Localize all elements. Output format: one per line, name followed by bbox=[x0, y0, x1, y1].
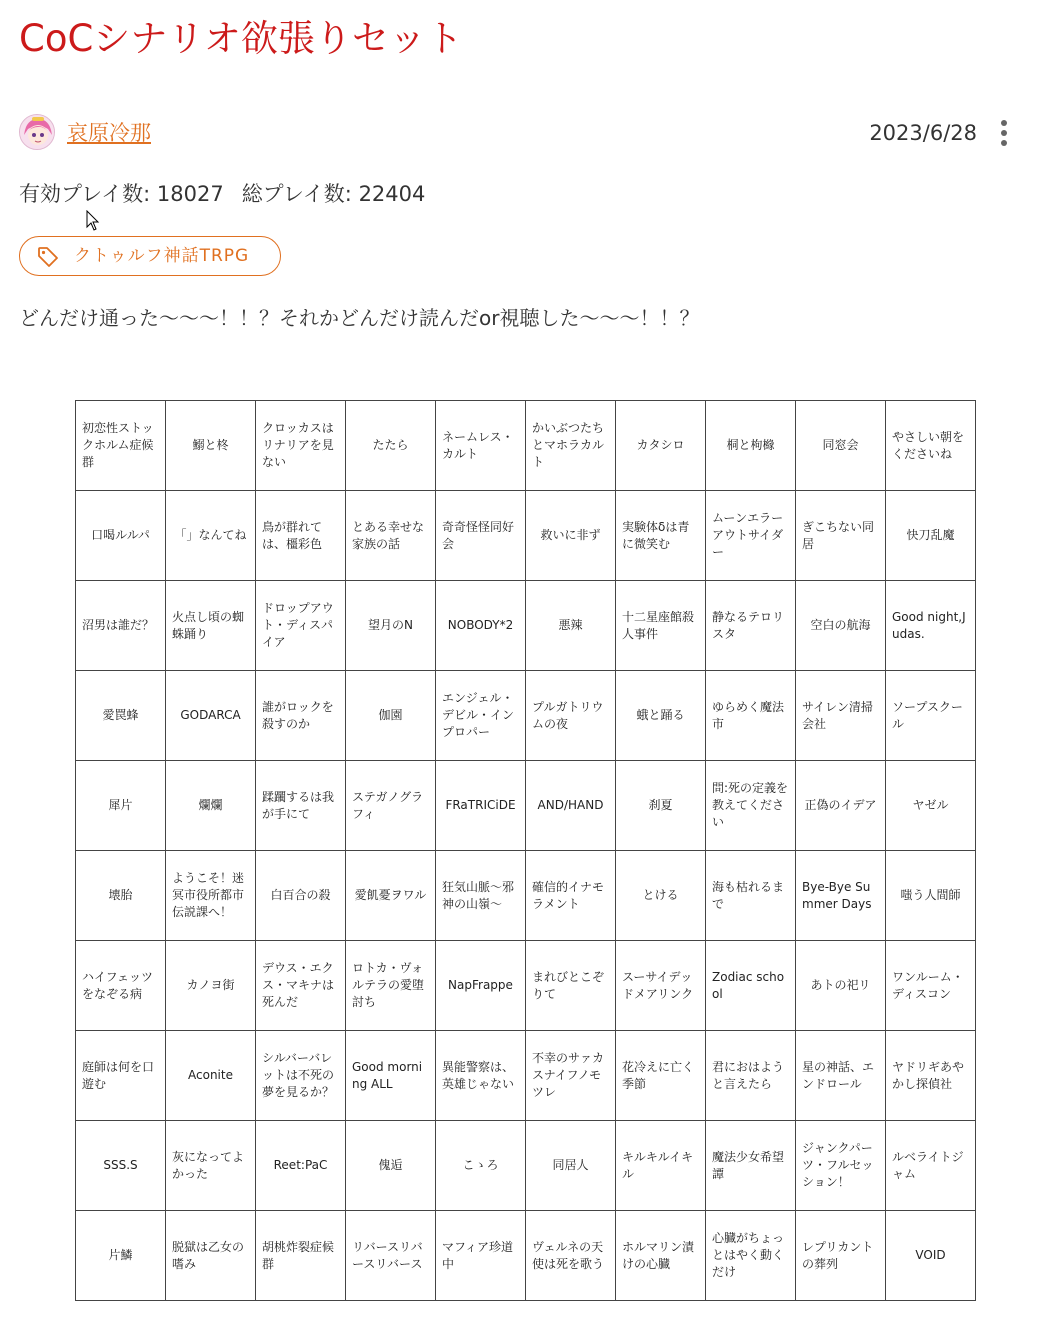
total-plays-value: 22404 bbox=[358, 182, 426, 206]
bingo-cell: シルバーバレットは不死の夢を見るか？ bbox=[256, 1031, 346, 1121]
bingo-cell: 伽園 bbox=[346, 671, 436, 761]
bingo-cell: ムーンエラーアウトサイダー bbox=[706, 491, 796, 581]
tag-icon bbox=[37, 246, 59, 268]
bingo-cell: サイレン清掃会社 bbox=[796, 671, 886, 761]
bingo-cell: 蛾と踊る bbox=[616, 671, 706, 761]
bingo-cell: リバースリバースリバース bbox=[346, 1211, 436, 1301]
bingo-cell: ロトカ・ヴォルテラの愛堕討ち bbox=[346, 941, 436, 1031]
bingo-cell: 火点し頃の蜘蛛踊り bbox=[166, 581, 256, 671]
bingo-cell: 「」なんてね bbox=[166, 491, 256, 581]
bingo-cell: NapFrappe bbox=[436, 941, 526, 1031]
bingo-cell: 愛罠蜂 bbox=[76, 671, 166, 761]
bingo-cell: レプリカントの葬列 bbox=[796, 1211, 886, 1301]
bingo-cell: とける bbox=[616, 851, 706, 941]
bingo-cell: かいぶつたちとマホラカルト bbox=[526, 401, 616, 491]
bingo-cell: 沼男は誰だ？ bbox=[76, 581, 166, 671]
bingo-cell: 蹂躙するは我が手にて bbox=[256, 761, 346, 851]
bingo-cell: 悪辣 bbox=[526, 581, 616, 671]
bingo-cell: 鳥が群れては、橿彩色 bbox=[256, 491, 346, 581]
tag-chip[interactable] bbox=[19, 236, 281, 276]
kebab-menu-icon[interactable] bbox=[994, 118, 1014, 148]
bingo-row bbox=[76, 1031, 976, 1121]
bingo-row bbox=[76, 581, 976, 671]
bingo-cell: クロッカスはリナリアを見ない bbox=[256, 401, 346, 491]
bingo-cell: 心臓がちょっとはやく動くだけ bbox=[706, 1211, 796, 1301]
bingo-cell: 爛爛 bbox=[166, 761, 256, 851]
bingo-row bbox=[76, 671, 976, 761]
bingo-cell: 快刀乱魔 bbox=[886, 491, 976, 581]
bingo-cell: 同窓会 bbox=[796, 401, 886, 491]
bingo-cell: ぎこちない同居 bbox=[796, 491, 886, 581]
valid-plays-value: 18027 bbox=[156, 182, 224, 206]
bingo-row bbox=[76, 851, 976, 941]
bingo-cell: たたら bbox=[346, 401, 436, 491]
bingo-cell: ワンルーム・ディスコン bbox=[886, 941, 976, 1031]
bingo-cell: Zodiac school bbox=[706, 941, 796, 1031]
bingo-cell: 異能警察は、英雄じゃない bbox=[436, 1031, 526, 1121]
bingo-cell: ゆらめく魔法市 bbox=[706, 671, 796, 761]
bingo-cell: 奇奇怪怪同好会 bbox=[436, 491, 526, 581]
bingo-cell: 犀片 bbox=[76, 761, 166, 851]
author-name-link[interactable]: 哀原冷那 bbox=[67, 121, 151, 145]
article-title: CoCシナリオ欲張りセット bbox=[19, 17, 463, 60]
bingo-cell: プルガトリウムの夜 bbox=[526, 671, 616, 761]
bingo-row bbox=[76, 1121, 976, 1211]
bingo-cell: キルキルイキル bbox=[616, 1121, 706, 1211]
bingo-cell: カノヨ街 bbox=[166, 941, 256, 1031]
bingo-cell: 問:死の定義を教えてください bbox=[706, 761, 796, 851]
tag-label: クトゥルフ神話TRPG bbox=[74, 246, 250, 266]
mouse-cursor-icon bbox=[86, 210, 100, 232]
bingo-cell: マフィア珍道中 bbox=[436, 1211, 526, 1301]
bingo-cell: 胡桃炸裂症候群 bbox=[256, 1211, 346, 1301]
bingo-cell: 星の神話、エンドロール bbox=[796, 1031, 886, 1121]
bingo-cell: 海も枯れるまで bbox=[706, 851, 796, 941]
bingo-cell: 花冷えに亡く季節 bbox=[616, 1031, 706, 1121]
bingo-cell: ヴェルネの天使は死を歌う bbox=[526, 1211, 616, 1301]
bingo-cell: ホルマリン漬けの心臓 bbox=[616, 1211, 706, 1301]
bingo-cell: ヤドリギあやかし探偵社 bbox=[886, 1031, 976, 1121]
bingo-cell: 君におはようと言えたら bbox=[706, 1031, 796, 1121]
article-description: どんだけ通った〜〜〜！！？それかどんだけ読んだor視聴した〜〜〜！！？ bbox=[19, 306, 700, 330]
bingo-cell: 愛飢憂ヲワル bbox=[346, 851, 436, 941]
bingo-cell: Bye-Bye Summer Days bbox=[796, 851, 886, 941]
bingo-cell: ソープスクール bbox=[886, 671, 976, 761]
bingo-cell: AND/HAND bbox=[526, 761, 616, 851]
bingo-cell: やさしい朝をくださいね bbox=[886, 401, 976, 491]
bingo-cell: Reet:PaC bbox=[256, 1121, 346, 1211]
bingo-cell: 脱獄は乙女の嗜み bbox=[166, 1211, 256, 1301]
bingo-grid bbox=[75, 400, 976, 1301]
bingo-cell: Good night,Judas. bbox=[886, 581, 976, 671]
avatar-image bbox=[20, 115, 55, 150]
bingo-cell: ハイフェッツをなぞる病 bbox=[76, 941, 166, 1031]
bingo-cell: SSS.S bbox=[76, 1121, 166, 1211]
bingo-cell: 庭師は何を口遊む bbox=[76, 1031, 166, 1121]
bingo-row bbox=[76, 761, 976, 851]
bingo-cell: デウス・エクス・マキナは死んだ bbox=[256, 941, 346, 1031]
bingo-cell: 白百合の殺 bbox=[256, 851, 346, 941]
bingo-cell: 十二星座館殺人事件 bbox=[616, 581, 706, 671]
bingo-row bbox=[76, 401, 976, 491]
bingo-cell: 救いに非ず bbox=[526, 491, 616, 581]
bingo-cell: 静なるテロリスタ bbox=[706, 581, 796, 671]
bingo-cell: 同居人 bbox=[526, 1121, 616, 1211]
bingo-cell: ステガノグラフィ bbox=[346, 761, 436, 851]
bingo-row bbox=[76, 491, 976, 581]
bingo-cell: NOBODY*2 bbox=[436, 581, 526, 671]
bingo-cell: ドロップアウト・ディスパイア bbox=[256, 581, 346, 671]
bingo-cell: カタシロ bbox=[616, 401, 706, 491]
bingo-cell: VOID bbox=[886, 1211, 976, 1301]
valid-plays-label: 有効プレイ数: bbox=[19, 182, 151, 206]
bingo-cell: 壊胎 bbox=[76, 851, 166, 941]
total-plays-label: 総プレイ数: bbox=[241, 182, 352, 206]
bingo-cell: GODARCA bbox=[166, 671, 256, 761]
bingo-cell: スーサイデッドメアリンク bbox=[616, 941, 706, 1031]
play-stats bbox=[19, 180, 425, 208]
bingo-row bbox=[76, 1211, 976, 1301]
bingo-cell: 初恋性ストックホルム症候群 bbox=[76, 401, 166, 491]
bingo-cell: あトの祀リ bbox=[796, 941, 886, 1031]
bingo-cell: 傀逅 bbox=[346, 1121, 436, 1211]
post-date: 2023/6/28 bbox=[869, 121, 977, 145]
bingo-cell: 正偽のイデア bbox=[796, 761, 886, 851]
bingo-cell: 実験体δは青に微笑む bbox=[616, 491, 706, 581]
bingo-cell: 桐と枸櫞 bbox=[706, 401, 796, 491]
bingo-cell: 確信的イナモラメント bbox=[526, 851, 616, 941]
bingo-cell: Good morning ALL bbox=[346, 1031, 436, 1121]
bingo-row bbox=[76, 941, 976, 1031]
bingo-cell: 嗤う人間師 bbox=[886, 851, 976, 941]
bingo-cell: ルベライトジャム bbox=[886, 1121, 976, 1211]
bingo-cell: こゝろ bbox=[436, 1121, 526, 1211]
bingo-cell: ネームレス・カルト bbox=[436, 401, 526, 491]
bingo-cell: とある幸せな家族の話 bbox=[346, 491, 436, 581]
bingo-cell: 口喝ルルパ bbox=[76, 491, 166, 581]
bingo-cell: 空白の航海 bbox=[796, 581, 886, 671]
bingo-cell: 灰になってよかった bbox=[166, 1121, 256, 1211]
bingo-cell: 鰯と柊 bbox=[166, 401, 256, 491]
bingo-cell: ヤゼル bbox=[886, 761, 976, 851]
bingo-cell: Aconite bbox=[166, 1031, 256, 1121]
bingo-cell: 片鱗 bbox=[76, 1211, 166, 1301]
bingo-cell: 望月のN bbox=[346, 581, 436, 671]
bingo-cell: 狂気山脈〜邪神の山嶺〜 bbox=[436, 851, 526, 941]
bingo-cell: FRaTRICiDE bbox=[436, 761, 526, 851]
bingo-cell: ようこそ！迷冥市役所都市伝説課へ！ bbox=[166, 851, 256, 941]
bingo-cell: 刹夏 bbox=[616, 761, 706, 851]
bingo-cell: 魔法少女希望譚 bbox=[706, 1121, 796, 1211]
bingo-cell: まれびとこぞりて bbox=[526, 941, 616, 1031]
bingo-cell: 不幸のサァカスナイフノモツレ bbox=[526, 1031, 616, 1121]
author-avatar[interactable] bbox=[19, 114, 55, 150]
bingo-cell: ジャンクパーツ・フルセッション！ bbox=[796, 1121, 886, 1211]
bingo-cell: 誰がロックを殺すのか bbox=[256, 671, 346, 761]
bingo-cell: エンジェル・デビル・インプロパー bbox=[436, 671, 526, 761]
